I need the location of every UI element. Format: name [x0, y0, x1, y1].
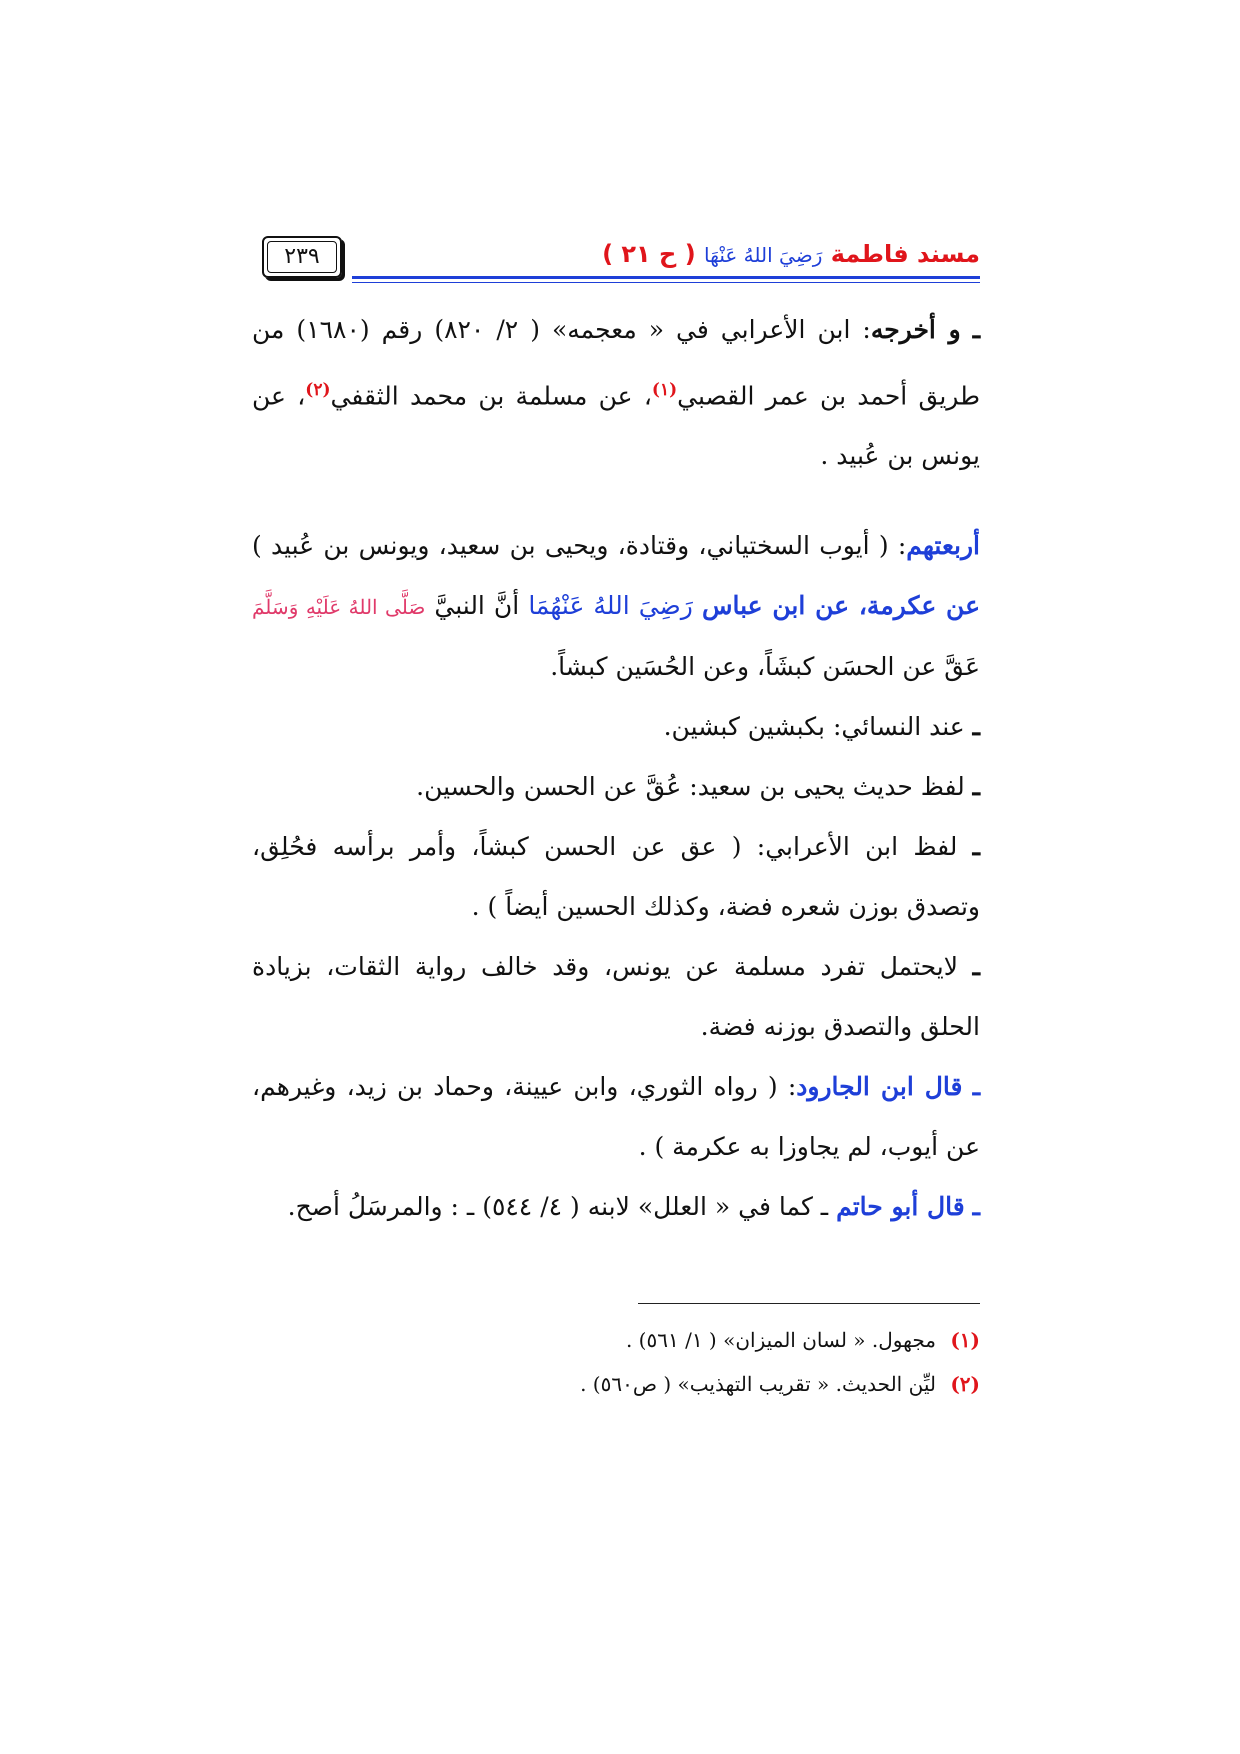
- dash-7: ـ: [972, 1072, 981, 1102]
- lead-8: قال أبو حاتم: [836, 1192, 965, 1222]
- text-1c: ، عن يونس بن عُبيد .: [252, 381, 980, 471]
- dash-4: ـ: [972, 772, 980, 802]
- text-4: لفظ حديث يحيى بن سعيد: عُقَّ عن الحسن والحسين.: [416, 772, 965, 802]
- dash-5: ـ: [972, 832, 980, 862]
- dash-3: ـ: [972, 712, 980, 742]
- lead-7: قال ابن الجارود: [796, 1072, 963, 1102]
- paragraph-5: [252, 817, 980, 937]
- paragraph-3: [252, 697, 980, 757]
- page-header: [262, 240, 980, 280]
- chain-2: عن عكرمة، عن ابن عباس: [701, 591, 980, 621]
- book-title: مسند فاطمة: [830, 240, 980, 268]
- header-title: [602, 240, 980, 268]
- paragraph-6: [252, 937, 980, 1057]
- text-1a: : ابن الأعرابي في « معجمه» ( ٢/ ٨٢٠) رقم (١٦٨٠) من طريق أحمد بن عمر القصبي: [252, 315, 980, 411]
- header-honorific: رَضِيَ اللهُ عَنْهَا: [704, 243, 823, 267]
- header-rule-thick: [352, 276, 980, 279]
- paragraph-4: [252, 757, 980, 817]
- text-3: عند النسائي: بكبشين كبشين.: [663, 712, 965, 742]
- text-2c: عَقَّ عن الحسَن كبشَاً، وعن الحُسَين كبشاً.: [550, 652, 980, 682]
- text-1b: ، عن مسلمة بن محمد الثقفي: [330, 381, 652, 411]
- dash-6: ـ: [972, 952, 980, 982]
- paragraph-7: [252, 1057, 980, 1177]
- text-7: : ( رواه الثوري، وابن عيينة، وحماد بن زيد، وغيرهم، عن أيوب، لم يجاوزا به عكرمة ) .: [252, 1072, 980, 1162]
- footnote-2: [252, 1362, 980, 1406]
- header-rule-thin: [352, 282, 980, 283]
- footnote-number-2: (٢): [950, 1372, 980, 1396]
- footnote-ref-1[interactable]: (١): [651, 380, 678, 400]
- text-5: لفظ ابن الأعرابي: ( عق عن الحسن كبشاً، وأمر برأسه فحُلِق، وتصدق بوزن شعره فضة، وكذلك الحسين أيضاً ) .: [252, 832, 980, 922]
- dash-1: ـ: [972, 315, 981, 344]
- paragraph-1: [252, 300, 980, 486]
- paragraph-2: [252, 516, 980, 697]
- footnote-ref-2[interactable]: (٢): [305, 380, 331, 400]
- text-2a: : ( أيوب السختياني، وقتادة، ويحيى بن سعيد، ويونس بن عُبيد ): [252, 531, 907, 561]
- footnote-number-1: (١): [950, 1328, 980, 1352]
- honorific-2: رَضِيَ اللهُ عَنْهُمَا: [528, 591, 693, 621]
- footnote-1: [252, 1318, 980, 1362]
- main-text: [252, 300, 980, 1237]
- footnote-text-1: مجهول. « لسان الميزان» ( ١/ ٥٦١) .: [625, 1328, 936, 1352]
- text-2b: أنَّ النبيَّ: [434, 591, 520, 621]
- text-8: ـ كما في « العلل» لابنه ( ٤/ ٥٤٤) ـ : والمرسَلُ أصح.: [287, 1192, 829, 1222]
- lead-1: و أخرجه: [870, 315, 961, 344]
- paragraph-gap: [252, 486, 980, 516]
- text-6: لايحتمل تفرد مسلمة عن يونس، وقد خالف رواية الثقات، بزيادة الحلق والتصدق بوزنه فضة.: [252, 952, 980, 1042]
- page-number: ٢٣٩: [284, 244, 320, 269]
- footnotes: [252, 1318, 980, 1406]
- hadith-reference: ( ح ٢١ ): [602, 240, 696, 268]
- salutation-2: صَلَّى اللهُ عَلَيْهِ وَسَلَّمَ: [252, 595, 426, 620]
- dash-8: ـ: [972, 1192, 980, 1222]
- page-number-box: [262, 236, 342, 278]
- lead-2: أربعتهم: [906, 531, 980, 561]
- footnote-divider: [638, 1303, 980, 1304]
- footnote-text-2: ليِّن الحديث. « تقريب التهذيب» ( ص٥٦٠) .: [580, 1372, 936, 1396]
- paragraph-8: [252, 1177, 980, 1237]
